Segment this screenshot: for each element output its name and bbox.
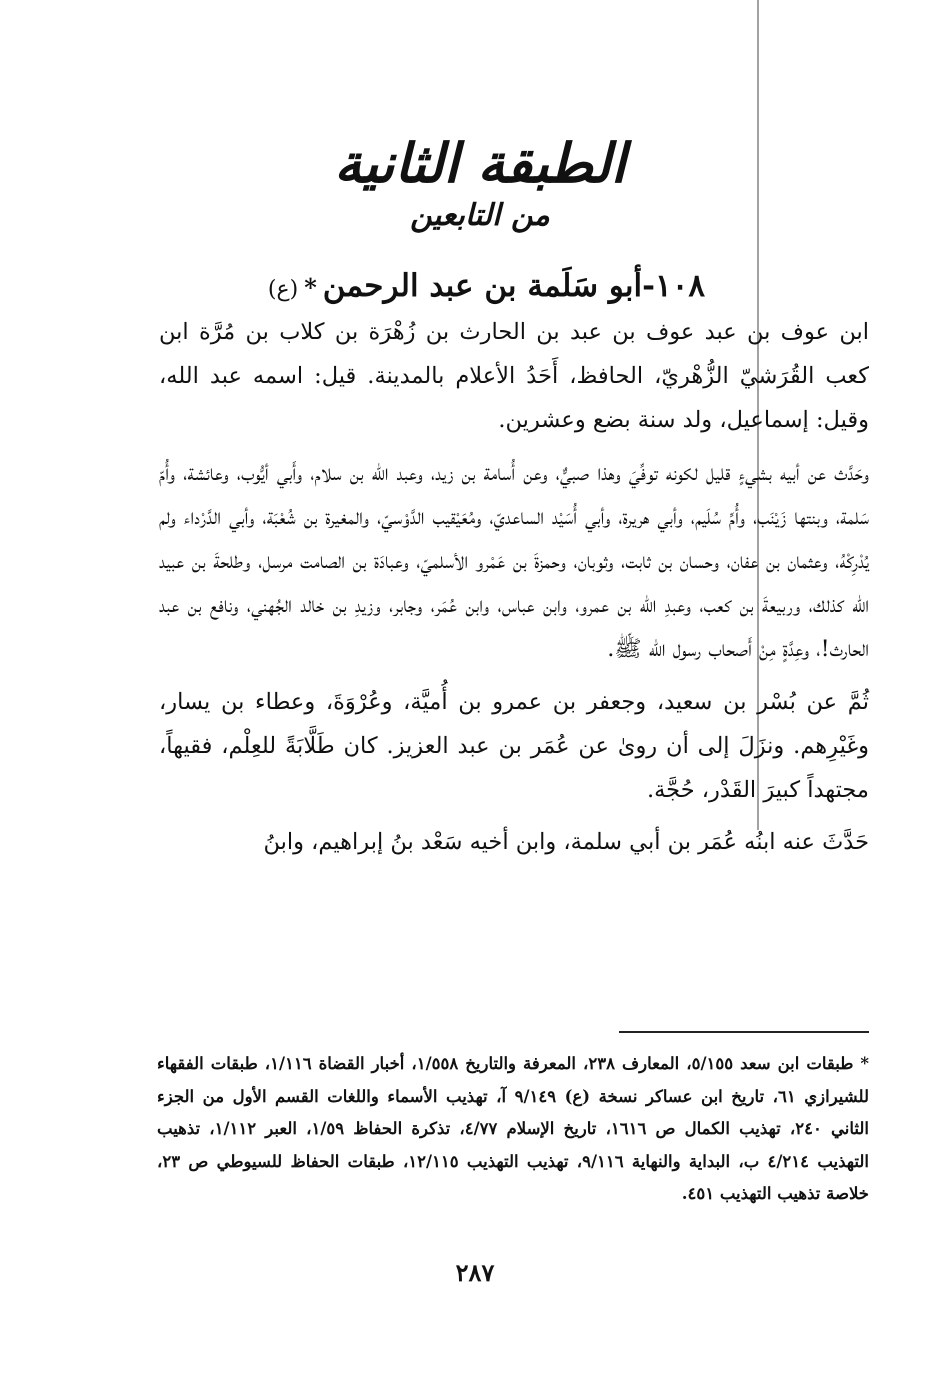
entry-code: (ع) xyxy=(267,277,299,302)
page-number: ٢٨٧ xyxy=(455,1258,495,1287)
entry-body xyxy=(159,310,869,864)
footnote-marker: * xyxy=(304,273,317,302)
paragraph-narrated-by: حَدَّثَ عنه ابنُه عُمَر بن أبي سلمة، وابن أخيه سَعْد بنُ إبراهيم، وابنُ xyxy=(263,829,869,856)
section-title-sub: من التابعين xyxy=(410,198,550,233)
entry-heading-text: ١٠٨-أبو سَلَمة بن عبد الرحمن xyxy=(322,268,705,304)
footnote-divider xyxy=(619,1031,869,1033)
section-title-main: الطبقة الثانية xyxy=(334,131,626,195)
paragraph-later-narrations: ثُمَّ عن بُسْر بن سعيد، وجعفر بن عمرو بن أُميَّة، وعُرْوَةَ، وعطاء بن يسار، وغَيْرِهم. ونزَلَ إلى أن روىٰ عن عُمَر بن عبد العزيز. كان طَلَّابَةً للعِلْم، فقيهاً، مجتهداً كبيرَ القَدْر، حُجَّة. xyxy=(159,688,869,804)
paragraph-lineage: ابن عوف بن عبد عوف بن عبد بن الحارث بن زُهْرَة بن كلاب بن مُرَّة ابن كعب القُرَشيّ الزُّهْريّ، الحافظ، أَحَدُ الأعلام بالمدينة. قيل: اسمه عبد الله، وقيل: إسماعيل، ولد سنة بضع وعشرين. xyxy=(159,319,869,434)
footnote-sources: * طبقات ابن سعد ٥/١٥٥، المعارف ٢٣٨، المعرفة والتاريخ ١/٥٥٨، أخبار القضاة ١/١١٦، طبقات الفقهاء للشيرازي ٦١، تاريخ ابن عساكر نسخة (ع) ٩/١٤٩ آ، تهذيب الأسماء واللغات القسم الأول من الجزء الثاني ٢٤٠، تهذيب الكمال ص ١٦١٦، تاريخ الإسلام ٤/٧٧، تذكرة الحفاظ ١/٥٩، العبر ١/١١٢، تذهيب التهذيب ٤/٢١٤ ب، البداية والنهاية ٩/١١٦، تهذيب التهذيب ١٢/١١٥، طبقات الحفاظ للسيوطي ص ٢٣، خلاصة تذهيب التهذيب ٤٥١. xyxy=(157,1054,870,1203)
section-title xyxy=(330,128,630,234)
entry-heading xyxy=(225,263,705,313)
paragraph-narrated-from: وحَدَّث عن أبيه بشيءٍ قليل لكونه توفِّيَ وهذا صبيٌّ، وعن أُسامة بن زيد، وعبد الله بن سلام، وأَبي أيُّوب، وعائشة، وأُمّ سَلمة، وبنتها زَيْنَب، وأُمِّ سُلَيم، وأبي هريرة، وأبي أُسَيْد الساعديّ، ومُعَيْقيب الدَّوْسيّ، والمغيرة بن شُعْبَة، وأبي الدَّرْداء ولم يُدْرِكْهُ، وعثمان بن عفان، وحسان بن ثابت، وثوبان، وحمزةَ بن عَمْرو الأسلميّ، وعبادَة بن الصامت مرسل، وطلحةَ بن عبيد الله كذلك، وربيعةَ بن كعب، وعبدِ الله بن عمرو، وابن عباس، وابن عُمَر، وجابر، وزيدِ بن خالد الجُهني، ونافع بن عبد الحارث!، وعِدَّةٍ مِنْ أَصحاب رسول الله ﷺ. xyxy=(159,459,869,663)
